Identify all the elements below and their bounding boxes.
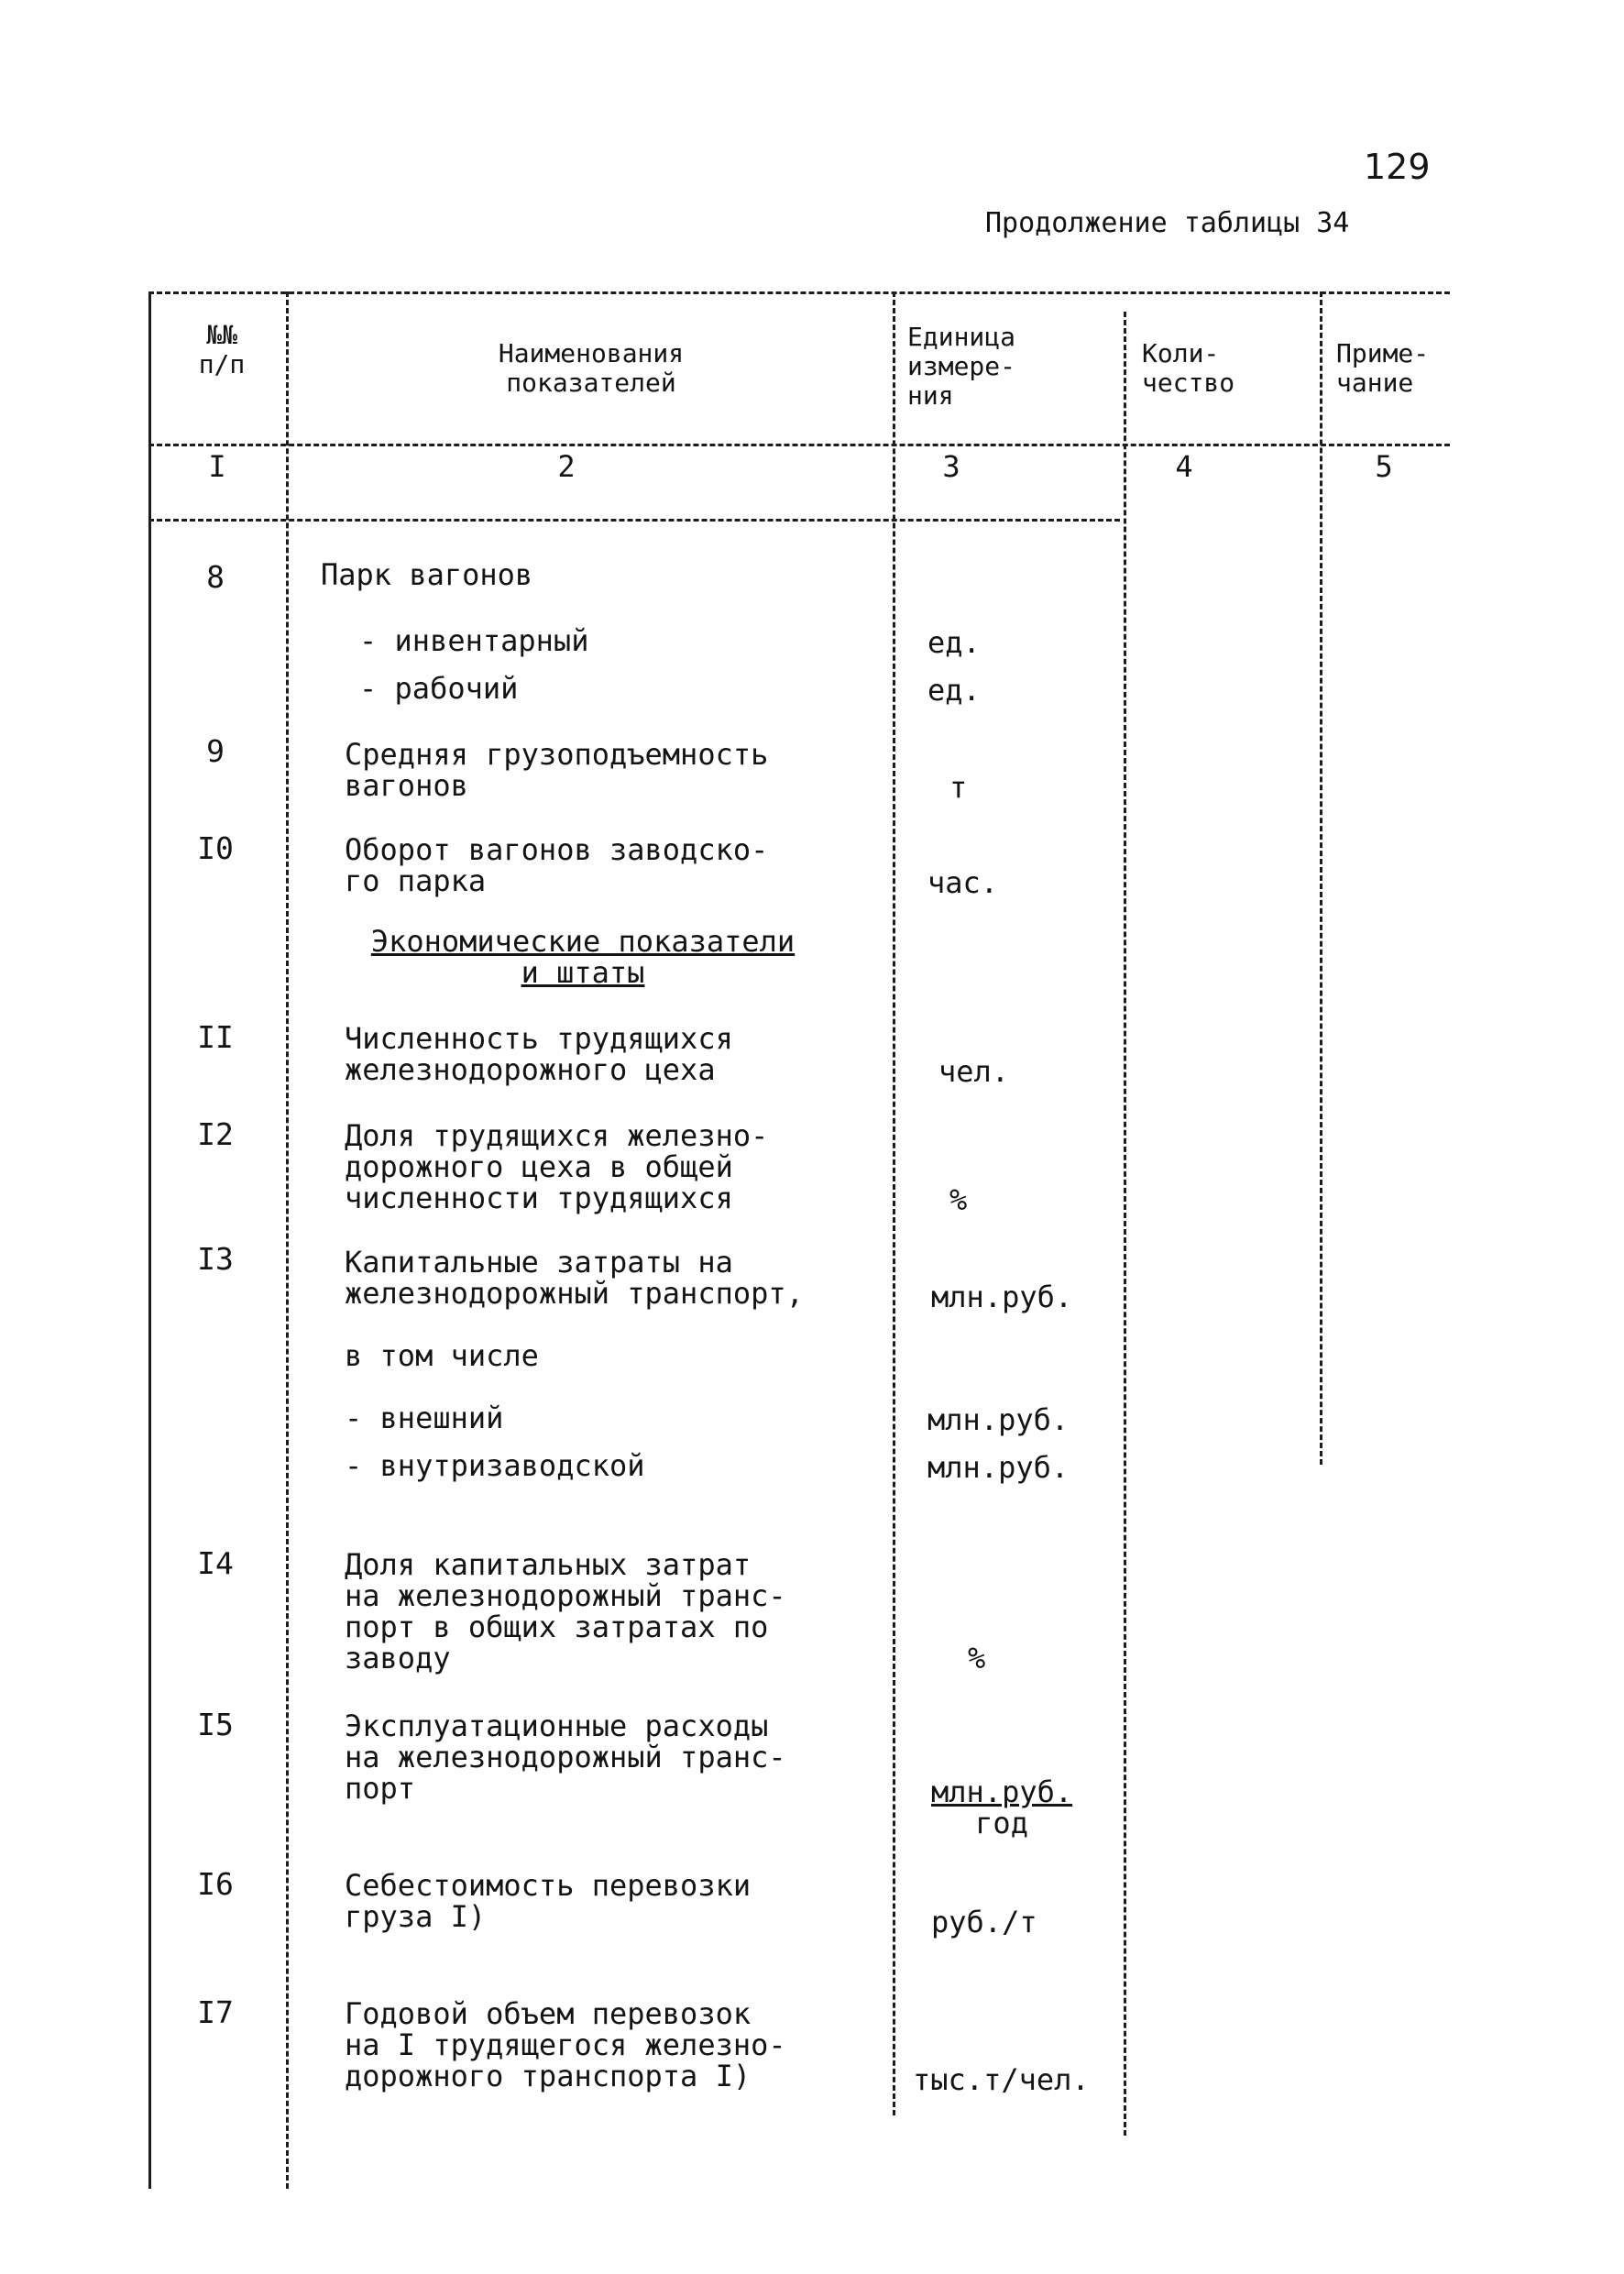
header-name-cell: [302, 339, 880, 398]
row-14-number: I4: [197, 1545, 234, 1581]
row-8a-name: - инвентарный: [359, 623, 589, 658]
col-divider-3: [1124, 312, 1126, 2136]
row-17-name-line2: на I трудящегося железно-: [345, 2027, 786, 2062]
row-9-number: 9: [206, 733, 225, 769]
row-9-unit: т: [949, 770, 968, 805]
header-number-cell: [176, 321, 268, 379]
header-note-cell: [1336, 339, 1429, 398]
header-quantity-cell: [1142, 339, 1234, 398]
col-divider-1: [286, 291, 289, 2189]
row-10-name-line1: Оборот вагонов заводско-: [345, 832, 769, 867]
row-12-name: [345, 1120, 768, 1214]
table-continuation-caption: Продолжение таблицы 34: [985, 207, 1350, 239]
header-note-line2: чание: [1336, 368, 1414, 398]
header-bottom-border: [148, 444, 1450, 446]
row-8-name: Парк вагонов: [321, 557, 533, 592]
header-unit-cell: [907, 323, 1015, 411]
row-14-unit: %: [968, 1641, 986, 1675]
column-number-5: 5: [1375, 449, 1393, 484]
col-divider-2: [893, 291, 895, 2115]
row-13-number: I3: [197, 1241, 234, 1277]
header-name-line2: показателей: [506, 368, 676, 398]
row-8a-unit: ед.: [927, 625, 981, 660]
row-16-number: I6: [197, 1866, 234, 1902]
row-10-name-line2: го парка: [345, 863, 487, 898]
row-14-name-line3: порт в общих затратах по: [345, 1609, 769, 1644]
row-14-name-line1: Доля капитальных затрат: [345, 1547, 752, 1582]
row-13b-unit: млн.руб.: [927, 1402, 1070, 1437]
row-12-unit: %: [949, 1182, 968, 1217]
column-number-1: I: [208, 449, 226, 484]
header-quantity-line2: чество: [1142, 368, 1235, 398]
row-13-name: [345, 1247, 804, 1309]
column-numbers-bottom-border: [148, 519, 1120, 522]
row-9-name: [345, 739, 768, 801]
row-15-name-line1: Эксплуатационные расходы: [345, 1708, 769, 1743]
row-17-unit: тыс.т/чел.: [913, 2062, 1090, 2097]
section-heading-line1: Экономические показатели: [370, 924, 796, 959]
row-16-unit: руб./т: [931, 1905, 1037, 1939]
row-12-name-line2: дорожного цеха в общей: [345, 1149, 733, 1184]
header-name-line1: Наименования: [498, 338, 685, 368]
row-17-number: I7: [197, 1994, 234, 2030]
header-number-line1: №№: [206, 320, 237, 350]
header-quantity-line1: Коли-: [1142, 338, 1220, 368]
row-15-name-line2: на железнодорожный транс-: [345, 1740, 786, 1774]
column-number-3: 3: [942, 449, 960, 484]
section-heading-line2: и штаты: [521, 955, 645, 990]
row-17-name-line1: Годовой объем перевозок: [345, 1996, 752, 2031]
row-16-name-line2: груза I): [345, 1899, 487, 1934]
row-11-name: [345, 1023, 733, 1085]
header-unit-line3: ния: [907, 380, 954, 411]
row-11-name-line2: железнодорожного цеха: [345, 1052, 716, 1087]
page-number: 129: [1364, 147, 1431, 187]
row-13-name-line1: Капитальные затраты на: [345, 1245, 733, 1280]
row-14-name: [345, 1549, 786, 1674]
header-number-line2: п/п: [198, 349, 246, 379]
row-11-name-line1: Численность трудящихся: [345, 1021, 733, 1056]
row-16-name: [345, 1870, 751, 1932]
row-10-name: [345, 834, 768, 896]
row-13-name-line2: железнодорожный транспорт,: [345, 1276, 804, 1311]
row-12-name-line3: численности трудящихся: [345, 1181, 733, 1215]
row-13b-name: - внешний: [345, 1401, 504, 1435]
section-heading: [345, 926, 821, 988]
row-17-name: [345, 1998, 786, 2092]
row-15-unit: [931, 1776, 1072, 1839]
row-9-name-line1: Средняя грузоподъемность: [345, 737, 769, 772]
row-13c-unit: млн.руб.: [927, 1450, 1070, 1485]
row-10-number: I0: [197, 830, 234, 866]
row-12-number: I2: [197, 1116, 234, 1152]
row-11-unit: чел.: [938, 1054, 1010, 1089]
row-15-name-line3: порт: [345, 1771, 416, 1806]
header-note-line1: Приме-: [1336, 338, 1430, 368]
column-number-2: 2: [557, 449, 576, 484]
row-8b-unit: ед.: [927, 673, 981, 708]
row-15-unit-denominator: год: [975, 1806, 1028, 1840]
row-13-unit: млн.руб.: [931, 1280, 1073, 1314]
row-15-unit-numerator: млн.руб.: [931, 1774, 1073, 1809]
header-unit-line2: измере-: [907, 351, 1016, 381]
column-number-4: 4: [1175, 449, 1193, 484]
col-divider-4: [1320, 291, 1322, 1465]
header-unit-line1: Единица: [907, 322, 1016, 352]
table-top-border: [148, 291, 1450, 294]
row-14-name-line4: заводу: [345, 1641, 451, 1675]
row-15-name: [345, 1710, 786, 1804]
row-11-number: II: [197, 1019, 234, 1055]
row-13c-name: - внутризаводской: [345, 1448, 645, 1483]
row-8-number: 8: [206, 559, 225, 595]
row-15-number: I5: [197, 1707, 234, 1742]
row-10-unit: час.: [927, 865, 999, 900]
row-12-name-line1: Доля трудящихся железно-: [345, 1118, 769, 1153]
row-17-name-line3: дорожного транспорта I): [345, 2059, 752, 2093]
row-16-name-line1: Себестоимость перевозки: [345, 1868, 752, 1903]
row-8b-name: - рабочий: [359, 671, 519, 706]
row-13a-name: в том числе: [345, 1338, 539, 1373]
row-14-name-line2: на железнодорожный транс-: [345, 1578, 786, 1613]
row-9-name-line2: вагонов: [345, 768, 468, 803]
